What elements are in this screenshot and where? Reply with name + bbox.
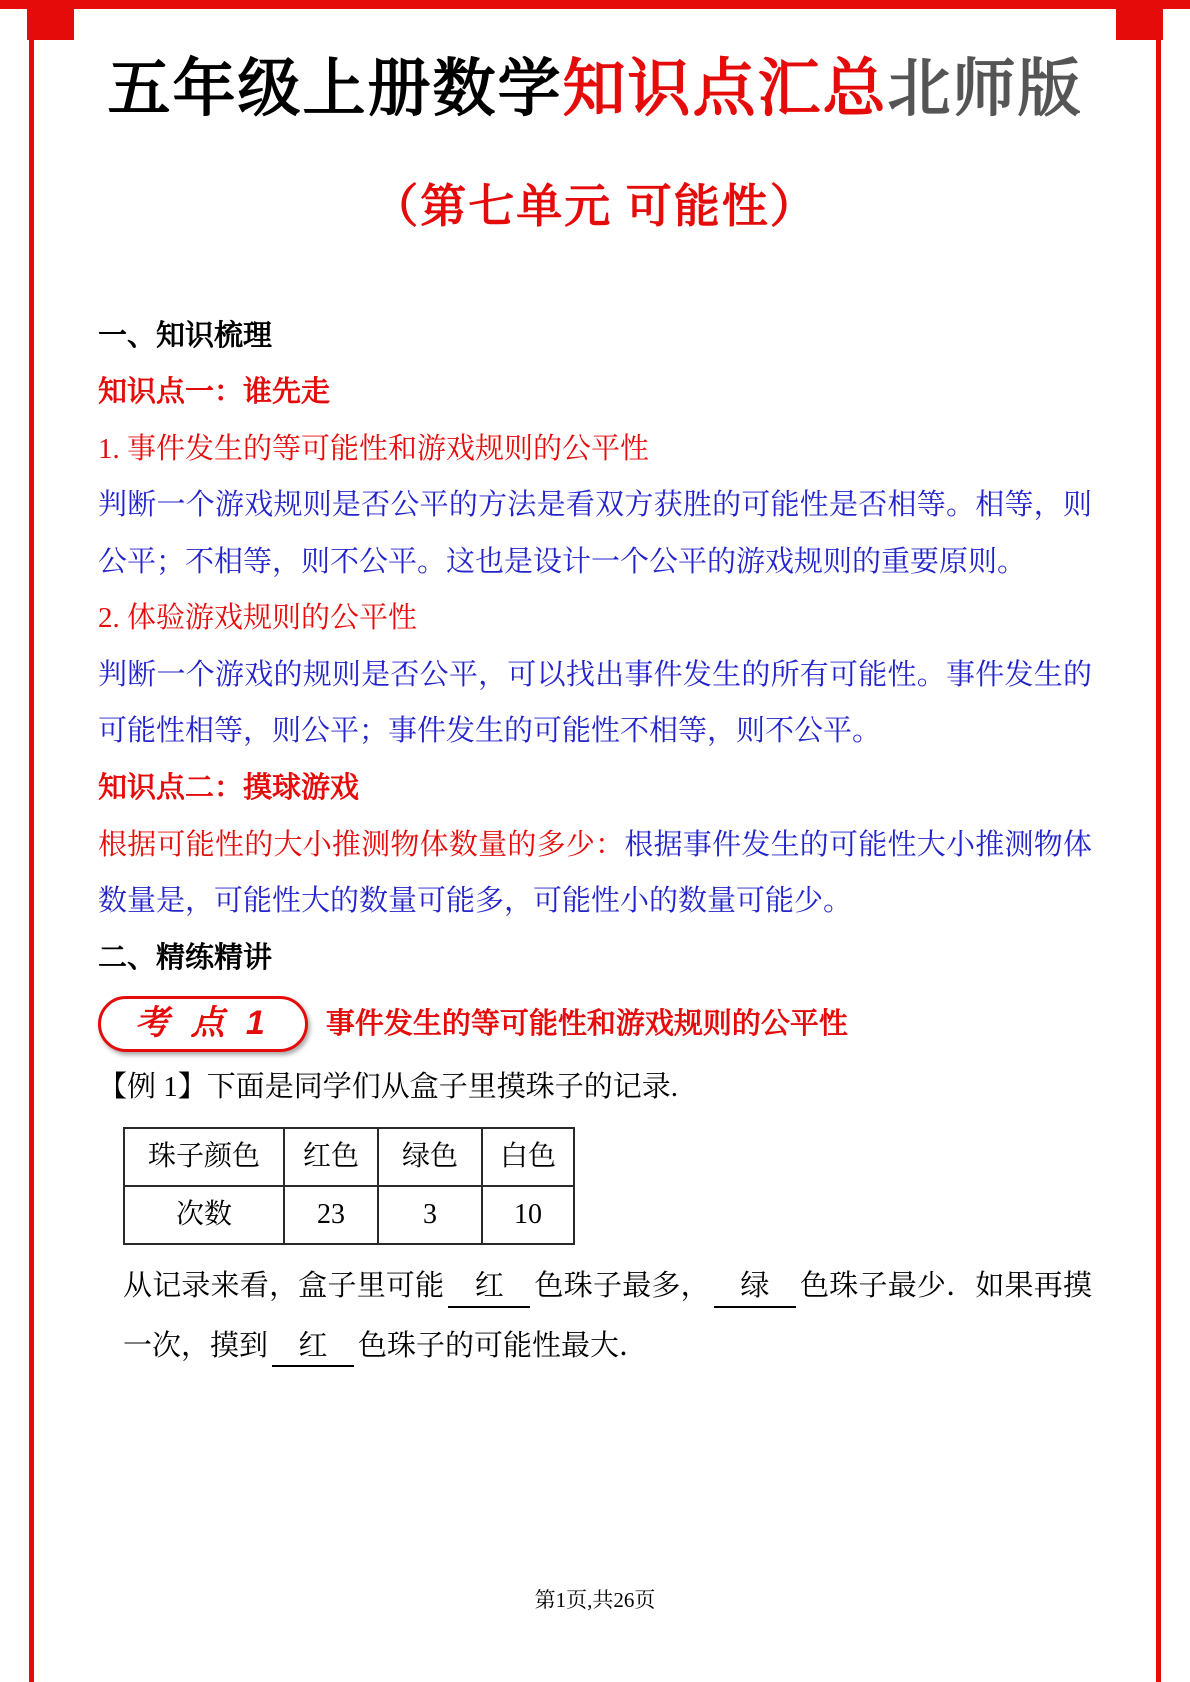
table-header-cell: 珠子颜色 [124, 1128, 284, 1186]
section-1-heading: 一、知识梳理 [98, 319, 273, 352]
table-header-row [124, 1128, 574, 1186]
table-header-cell: 红色 [284, 1128, 378, 1186]
page-title [60, 52, 1130, 128]
kp1-item1-title: 1. 事件发生的等可能性和游戏规则的公平性 [98, 432, 650, 465]
page-border-right [1156, 0, 1161, 1682]
kp2-body-text: 根据事件发生的可能性大小推测物体数量是，可能性大的数量可能多，可能性小的数量可能少。 [98, 828, 1092, 918]
answer-blank-2: 绿 [714, 1268, 796, 1308]
answer-paragraph [98, 1257, 1092, 1376]
table-cell: 23 [284, 1186, 378, 1244]
page-border-left [29, 0, 34, 1682]
knowledge-point-2-heading: 知识点二：摸球游戏 [98, 771, 360, 804]
page-border-corner-left [27, 0, 74, 40]
section-2-heading: 二、精练精讲 [98, 941, 273, 974]
records-table [123, 1127, 575, 1245]
kp2-lead-text: 根据可能性的大小推测物体数量的多少： [98, 828, 625, 861]
title-part-red: 知识点汇总 [562, 54, 888, 124]
page-footer: 第1页,共26页 [534, 1588, 656, 1612]
answer-segment: 色珠子最多， [534, 1270, 710, 1303]
kaodian-title: 事件发生的等可能性和游戏规则的公平性 [325, 1008, 848, 1041]
kaodian-row [98, 996, 1092, 1053]
page-border-top [0, 0, 1190, 9]
kaodian-badge: 考 点 1 [98, 996, 308, 1052]
example-1-text: 【例 1】下面是同学们从盒子里摸珠子的记录. [98, 1070, 679, 1103]
table-cell: 3 [378, 1186, 482, 1244]
knowledge-point-1-heading: 知识点一：谁先走 [98, 376, 331, 409]
answer-segment: 色珠子的可能性最大． [358, 1329, 649, 1362]
table-header-cell: 白色 [482, 1128, 574, 1186]
title-part-black: 五年级上册数学 [107, 54, 563, 124]
table-cell: 10 [482, 1186, 574, 1244]
kp1-item2-title: 2. 体验游戏规则的公平性 [98, 602, 418, 635]
kp2-paragraph [98, 817, 1092, 930]
answer-blank-1: 红 [448, 1268, 530, 1308]
answer-blank-3: 红 [272, 1328, 354, 1368]
kp1-item1-body: 判断一个游戏规则是否公平的方法是看双方获胜的可能性是否相等。相等，则公平；不相等，则不公平。这也是设计一个公平的游戏规则的重要原则。 [98, 489, 1092, 578]
table-header-cell: 绿色 [378, 1128, 482, 1186]
answer-segment: 从记录来看，盒子里可能 [123, 1270, 445, 1303]
answer-segment: 色珠子最少．如果再摸一次，摸到 [123, 1270, 1092, 1362]
content-body [0, 308, 1190, 1377]
table-data-row [124, 1186, 574, 1244]
kp1-item2-body: 判断一个游戏的规则是否公平，可以找出事件发生的所有可能性。事件发生的可能性相等，则公平；事件发生的可能性不相等，则不公平。 [98, 658, 1092, 748]
title-part-gray: 北师版 [887, 54, 1083, 124]
page-subtitle: （第七单元 可能性） [372, 180, 818, 232]
table-cell: 次数 [124, 1186, 284, 1244]
